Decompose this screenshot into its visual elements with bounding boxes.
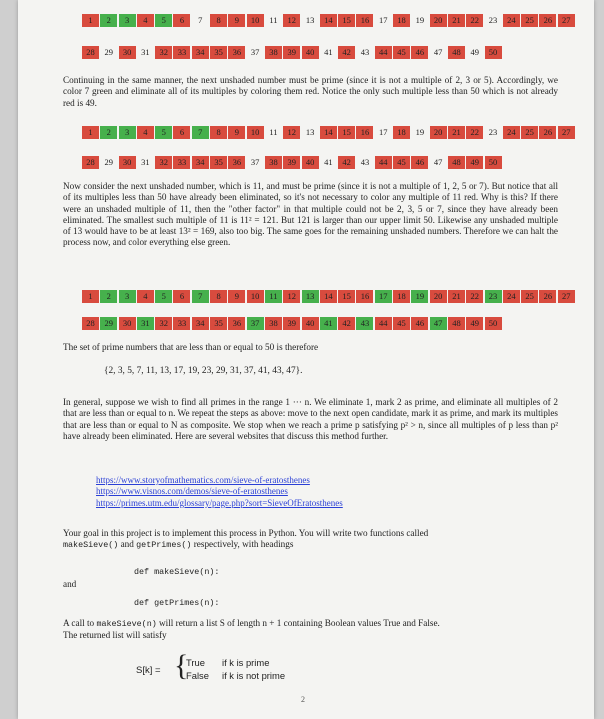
number-cell-14: 14: [320, 290, 337, 303]
number-cell-20: 20: [430, 14, 447, 27]
link-primes-utm[interactable]: https://primes.utm.edu/glossary/page.php?sort=SieveOfEratosthenes: [96, 497, 343, 508]
number-cell-10: 10: [247, 126, 264, 139]
number-cell-1: 1: [82, 14, 99, 27]
number-cell-18: 18: [393, 290, 410, 303]
number-cell-1: 1: [82, 290, 99, 303]
number-cell-45: 45: [393, 46, 410, 59]
number-cell-39: 39: [283, 317, 300, 330]
number-cell-31: 31: [137, 317, 154, 330]
number-cell-19: 19: [411, 290, 428, 303]
number-cell-26: 26: [539, 14, 556, 27]
number-cell-3: 3: [119, 290, 136, 303]
number-cell-45: 45: [393, 317, 410, 330]
number-cell-41: 41: [324, 157, 333, 167]
number-cell-47: 47: [433, 47, 443, 57]
number-cell-48: 48: [448, 317, 465, 330]
number-cell-45: 45: [393, 156, 410, 169]
number-cell-11: 11: [269, 127, 278, 137]
number-cell-50: 50: [485, 46, 502, 59]
reference-links: [96, 475, 343, 509]
number-cell-25: 25: [521, 290, 538, 303]
number-cell-12: 12: [283, 14, 300, 27]
number-cell-33: 33: [173, 317, 190, 330]
number-cell-9: 9: [228, 14, 245, 27]
number-cell-13: 13: [305, 15, 315, 25]
number-cell-4: 4: [137, 126, 154, 139]
number-cell-27: 27: [558, 14, 575, 27]
number-cell-47: 47: [433, 157, 443, 167]
number-cell-46: 46: [411, 156, 428, 169]
number-cell-17: 17: [379, 127, 388, 137]
number-cell-50: 50: [485, 156, 502, 169]
number-cell-35: 35: [210, 156, 227, 169]
goal-text: Your goal in this project is to implement this process in Python. You will write two functions called: [63, 528, 429, 538]
number-cell-8: 8: [210, 290, 227, 303]
number-cell-48: 48: [448, 46, 465, 59]
brace-icon: {: [174, 649, 189, 682]
paragraph-goal: [63, 528, 558, 552]
number-cell-29: 29: [104, 157, 114, 167]
number-cell-49: 49: [466, 317, 483, 330]
number-cell-48: 48: [448, 156, 465, 169]
number-cell-24: 24: [503, 126, 520, 139]
number-cell-36: 36: [228, 46, 245, 59]
number-cell-12: 12: [283, 290, 300, 303]
number-cell-18: 18: [393, 14, 410, 27]
number-cell-6: 6: [173, 14, 190, 27]
number-cell-21: 21: [448, 290, 465, 303]
number-cell-33: 33: [173, 156, 190, 169]
number-cell-14: 14: [320, 126, 337, 139]
number-cell-28: 28: [82, 317, 99, 330]
number-cell-50: 50: [485, 317, 502, 330]
number-cell-18: 18: [393, 126, 410, 139]
piecewise-formula: [136, 649, 336, 689]
number-cell-37: 37: [250, 157, 260, 167]
number-cell-17: 17: [375, 290, 392, 303]
number-cell-21: 21: [448, 126, 465, 139]
number-cell-49: 49: [470, 47, 479, 57]
number-cell-24: 24: [503, 14, 520, 27]
number-cell-8: 8: [210, 14, 227, 27]
number-cell-38: 38: [265, 46, 282, 59]
number-cell-32: 32: [155, 317, 172, 330]
getprimes-inline: getPrimes(): [136, 540, 192, 551]
number-cell-11: 11: [265, 290, 282, 303]
page-number: 2: [301, 695, 305, 704]
number-cell-40: 40: [302, 156, 319, 169]
number-cell-41: 41: [320, 317, 337, 330]
grid-row-2: [82, 155, 503, 169]
number-cell-29: 29: [100, 317, 117, 330]
number-cell-12: 12: [283, 126, 300, 139]
call-text-b: will return a list S of length n + 1 containing Boolean values True and False.: [156, 618, 440, 628]
number-cell-44: 44: [375, 46, 392, 59]
number-cell-32: 32: [155, 46, 172, 59]
link-visnos[interactable]: https://www.visnos.com/demos/sieve-of-eratosthenes: [96, 486, 288, 497]
number-cell-25: 25: [521, 14, 538, 27]
number-cell-4: 4: [137, 14, 154, 27]
number-cell-23: 23: [485, 290, 502, 303]
number-cell-21: 21: [448, 14, 465, 27]
number-cell-37: 37: [247, 317, 264, 330]
call-text-a: A call to: [63, 618, 97, 628]
number-cell-31: 31: [141, 47, 150, 57]
number-cell-30: 30: [119, 46, 136, 59]
number-cell-25: 25: [521, 126, 538, 139]
number-cell-30: 30: [119, 317, 136, 330]
code-getprimes: def getPrimes(n):: [134, 598, 220, 608]
grid-row-2: [82, 45, 503, 59]
number-cell-34: 34: [192, 46, 209, 59]
number-cell-16: 16: [356, 14, 373, 27]
number-cell-41: 41: [324, 47, 333, 57]
number-cell-2: 2: [100, 14, 117, 27]
number-cell-7: 7: [192, 126, 209, 139]
number-cell-32: 32: [155, 156, 172, 169]
and-word: and: [63, 579, 77, 589]
number-cell-2: 2: [100, 126, 117, 139]
number-cell-5: 5: [155, 290, 172, 303]
case-true-value: True: [186, 657, 205, 668]
number-cell-15: 15: [338, 290, 355, 303]
document-page: [18, 0, 594, 719]
number-cell-23: 23: [488, 127, 498, 137]
number-cell-40: 40: [302, 46, 319, 59]
number-cell-1: 1: [82, 126, 99, 139]
number-cell-6: 6: [173, 126, 190, 139]
number-cell-36: 36: [228, 156, 245, 169]
number-cell-20: 20: [430, 126, 447, 139]
number-cell-36: 36: [228, 317, 245, 330]
number-cell-9: 9: [228, 290, 245, 303]
number-cell-43: 43: [360, 157, 370, 167]
grid-row-1: [82, 13, 576, 27]
number-cell-14: 14: [320, 14, 337, 27]
paragraph-set-intro: The set of prime numbers that are less than or equal to 50 is therefore: [63, 342, 319, 352]
number-cell-13: 13: [305, 127, 315, 137]
number-cell-44: 44: [375, 317, 392, 330]
number-cell-37: 37: [250, 47, 260, 57]
number-cell-22: 22: [466, 126, 483, 139]
number-cell-22: 22: [466, 14, 483, 27]
number-cell-29: 29: [104, 47, 114, 57]
number-cell-7: 7: [198, 15, 203, 25]
paragraph-next-unshaded: Now consider the next unshaded number, which is 11, and must be prime (since it is not a multiple of 1, 2, 5 or 7). But notice that all of its multiples less than 50 have already been eliminated, so it's not necessary to color any multiple of 11 red. Why is this? If there were an unshaded multiple of 11, then the "other factor" in that multiple could not be 2, 3, 5 or 7, since they have already been eliminated. The smallest such multiple of 11 is 11² = 121. But 121 is larger than our upper limit 50. Likewise any unshaded multiple of 13 would have to be at least 13² = 169, also too big. The same goes for the remaining unshaded numbers. Therefore we can halt the process now, and color everything else green.: [63, 181, 558, 248]
number-cell-2: 2: [100, 290, 117, 303]
number-cell-5: 5: [155, 126, 172, 139]
number-cell-26: 26: [539, 126, 556, 139]
number-cell-38: 38: [265, 156, 282, 169]
number-cell-11: 11: [269, 15, 278, 25]
number-cell-31: 31: [141, 157, 150, 167]
number-cell-7: 7: [192, 290, 209, 303]
number-cell-9: 9: [228, 126, 245, 139]
number-cell-39: 39: [283, 156, 300, 169]
number-cell-27: 27: [558, 290, 575, 303]
number-cell-49: 49: [466, 156, 483, 169]
number-cell-22: 22: [466, 290, 483, 303]
number-cell-24: 24: [503, 290, 520, 303]
grid-row-1: [82, 289, 576, 303]
number-cell-46: 46: [411, 46, 428, 59]
number-cell-38: 38: [265, 317, 282, 330]
goal-headings: respectively, with headings: [191, 539, 294, 550]
number-cell-16: 16: [356, 290, 373, 303]
number-cell-30: 30: [119, 156, 136, 169]
number-cell-16: 16: [356, 126, 373, 139]
number-cell-8: 8: [210, 126, 227, 139]
number-cell-15: 15: [338, 14, 355, 27]
number-cell-43: 43: [360, 47, 370, 57]
makesieve-inline: makeSieve(): [63, 540, 119, 551]
number-cell-27: 27: [558, 126, 575, 139]
number-cell-28: 28: [82, 46, 99, 59]
case-false-value: False: [186, 670, 209, 681]
goal-and: and: [118, 539, 137, 550]
number-cell-3: 3: [119, 126, 136, 139]
number-cell-35: 35: [210, 317, 227, 330]
number-cell-20: 20: [430, 290, 447, 303]
number-cell-39: 39: [283, 46, 300, 59]
makesieve-call-inline: makeSieve(n): [96, 619, 157, 629]
number-cell-44: 44: [375, 156, 392, 169]
case-false-condition: if k is not prime: [222, 670, 286, 681]
case-true-condition: if k is prime: [222, 657, 270, 668]
number-cell-42: 42: [338, 156, 355, 169]
number-cell-47: 47: [430, 317, 447, 330]
number-cell-17: 17: [379, 15, 388, 25]
number-cell-26: 26: [539, 290, 556, 303]
number-cell-46: 46: [411, 317, 428, 330]
number-cell-6: 6: [173, 290, 190, 303]
number-cell-19: 19: [415, 15, 425, 25]
number-cell-34: 34: [192, 317, 209, 330]
formula-lhs: S[k] =: [136, 665, 161, 676]
number-cell-4: 4: [137, 290, 154, 303]
number-cell-28: 28: [82, 156, 99, 169]
number-cell-19: 19: [415, 127, 425, 137]
number-cell-23: 23: [488, 15, 498, 25]
number-cell-5: 5: [155, 14, 172, 27]
number-cell-40: 40: [302, 317, 319, 330]
paragraph-continuing: Continuing in the same manner, the next unshaded number must be prime (since it is not a multiple of 2, 3 or 5). Accordingly, we color 7 green and eliminate all of its multiples by coloring them red. Notice the only such multiple less than 50 which is not already red is 49.: [63, 75, 558, 108]
number-cell-3: 3: [119, 14, 136, 27]
grid-row-2: [82, 316, 503, 330]
grid-row-1: [82, 125, 576, 139]
number-cell-34: 34: [192, 156, 209, 169]
number-cell-10: 10: [247, 14, 264, 27]
number-cell-10: 10: [247, 290, 264, 303]
paragraph-general: In general, suppose we wish to find all primes in the range 1 ··· n. We eliminate 1, mark 2 as prime, and eliminate all multiples of 2 that are less than or equal to n. We repeat the steps as above: move to the next open candidate, mark it as prime, and mark its multiples that are less than or equal to N as composite. We stop when we reach a prime p satisfying p² > n, since all multiples of p less than p² have already been eliminated. Here are several websites that discuss this method further.: [63, 397, 558, 441]
number-cell-42: 42: [338, 46, 355, 59]
link-storyofmathematics[interactable]: https://www.storyofmathematics.com/sieve-of-eratosthenes: [96, 475, 310, 485]
prime-set: {2, 3, 5, 7, 11, 13, 17, 19, 23, 29, 31, 37, 41, 43, 47}.: [104, 366, 303, 376]
paragraph-call: [63, 618, 558, 642]
number-cell-15: 15: [338, 126, 355, 139]
call-text-c: The returned list will satisfy: [63, 630, 167, 641]
number-cell-43: 43: [356, 317, 373, 330]
number-cell-42: 42: [338, 317, 355, 330]
number-cell-13: 13: [302, 290, 319, 303]
number-cell-35: 35: [210, 46, 227, 59]
number-cell-33: 33: [173, 46, 190, 59]
code-makesieve: def makeSieve(n):: [134, 567, 220, 577]
